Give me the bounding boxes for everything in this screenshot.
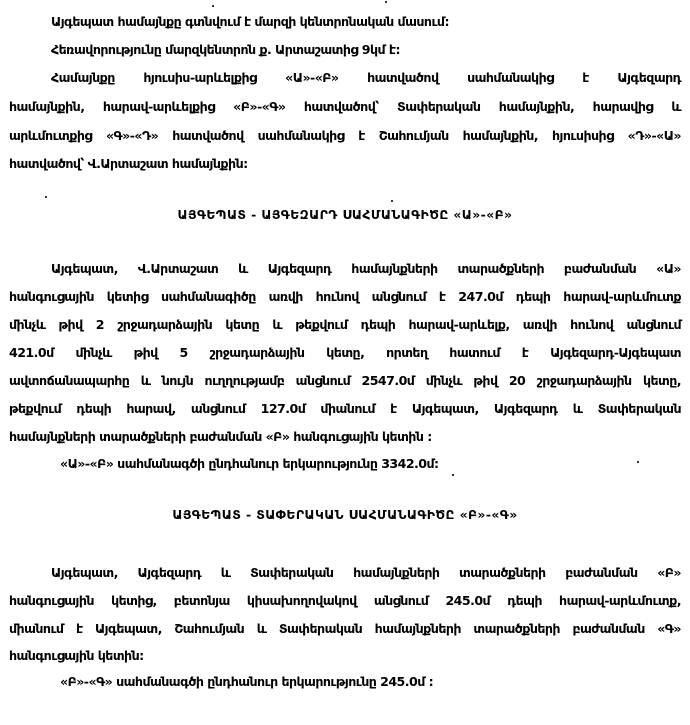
boundaries-paragraph-line: արևմուտքից «Գ»-«Դ» հատվածով սահմանակից է Շահումյան համայնքին, հյուսիսից «Դ»-«Ա» [9,128,681,143]
section-a-b-line: ավտոճանապարհը և նույն ուղղությամբ անցնում 2547.0մ մինչև թիվ 20 շրջադարձային կետը, [9,373,681,388]
section-a-b-line: հանգուցային կետից սահմանագիծը առվի հունով անցնում է 247.0մ դեպի հարավ-արևմուտք [9,289,681,304]
boundaries-paragraph-line: համայնքին, հարավ-արևելքից «Բ»-«Գ» հատվածով՝ Տափերական համայնքին, հարավից և [9,99,681,114]
section-a-b-line: թեքվում դեպի հարավ, անցնում 127.0մ միանում է Այգեպատ, Այգեզարդ և Տափերական [9,401,681,416]
scan-speck [45,196,47,198]
section-a-b-line: Այգեպատ, Վ.Արտաշատ և Այգեզարդ համայնքների տարածքների բաժանման «Ա» [51,261,681,276]
section-a-b-total-length: «Ա»-«Բ» սահմանագծի ընդհանուր երկարությունը 3342.0մ: [60,456,439,471]
section-b-g-line: Այգեպատ, Այգեզարդ և Տափերական համայնքների տարածքների բաժանման «Բ» [51,565,681,580]
section-b-g-line: միանում է Այգեպատ, Շահումյան և Տափերական համայնքների տարածքների բաժանման «Գ» [9,621,681,636]
intro-line-distance: Հեռավորությունը մարզկենտրոն ք. Արտաշատից 9կմ է: [51,42,400,57]
boundaries-paragraph-line: Համայնքը հյուսիս-արևելքից «Ա»-«Բ» հատվածով սահմանակից է Այգեզարդ [51,70,681,85]
section-a-b-line: մինչև թիվ 2 շրջադարձային կետը և թեքվում դեպի հարավ-արևելք, առվի հունով անցնում [9,317,681,332]
section-heading-b-g: ԱՅԳԵՊԱՏ - ՏԱՓԵՐԱԿԱՆ ՍԱՀՄԱՆԱԳԻԾԸ «Բ»-«Գ» [172,507,518,522]
section-a-b-line: 421.0մ մինչև թիվ 5 շրջադարձային կետը, որտեղ հատում է Այգեզարդ-Այգեպատ [9,345,681,360]
intro-line-location: Այգեպատ համայնքը գտնվում է մարզի կենտրոնական մասում: [51,14,449,29]
scan-speck [385,1,387,3]
section-b-g-line: հանգուցային կետին: [9,648,144,663]
section-a-b-line: համայնքների տարածքների բաժանման «Բ» հանգուցային կետին : [9,429,432,444]
section-b-g-total-length: «Բ»-«Գ» սահմանագծի ընդհանուր երկարությունը 245.0մ : [60,674,434,689]
section-heading-a-b: ԱՅԳԵՊԱՏ - ԱՅԳԵԶԱՐԴ ՍԱՀՄԱՆԱԳԻԾԸ «Ա»-«Բ» [177,207,513,222]
boundaries-paragraph-line: հատվածով՝ Վ.Արտաշատ համայնքին: [9,156,248,171]
scan-speck [637,461,639,463]
section-b-g-line: հանգուցային կետից, բետոնյա կիսախողովակով անցնում 245.0մ դեպի հարավ-արևմուտք, [9,593,681,608]
scan-speck [391,200,393,202]
scan-speck [212,5,214,7]
scan-speck [452,474,454,476]
